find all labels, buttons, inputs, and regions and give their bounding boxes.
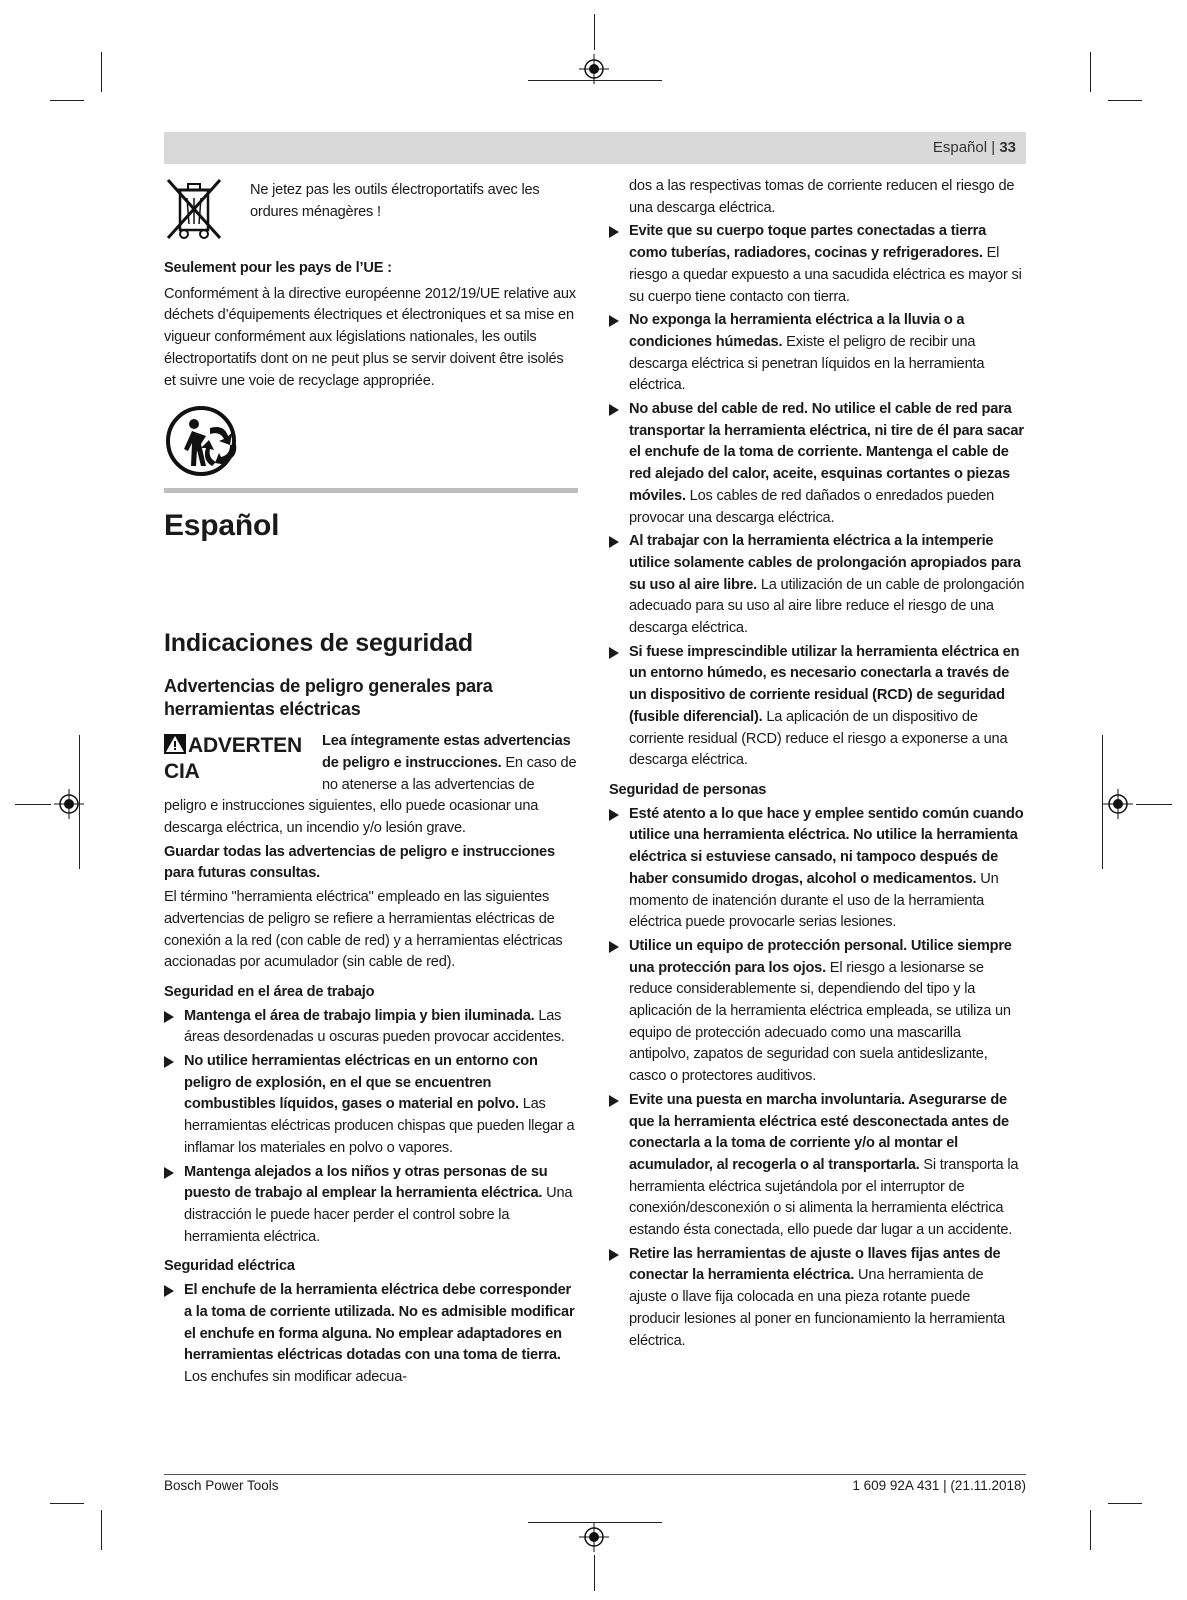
item-bold: Utilice un equipo de protección personal. Utilice siempre una protección para los ojos. — [629, 937, 1012, 976]
item-text: Si transporta la herramienta eléctrica sujetándola por el interruptor de conexión/desconexión o si alimenta la herramienta eléctrica estando ésta conectada, ello puede dar lugar a un accidente. — [629, 1156, 1019, 1239]
crop-mark — [101, 1510, 102, 1550]
registration-mark-icon — [579, 1522, 609, 1552]
header-language: Español — [932, 139, 988, 156]
crop-mark — [1090, 1510, 1091, 1550]
header-separator: | — [987, 139, 1000, 156]
crop-mark — [1108, 1503, 1142, 1504]
section-divider — [164, 488, 578, 493]
list-item — [609, 531, 1025, 640]
list-item — [609, 1090, 1025, 1242]
item-bold: Retire las herramientas de ajuste o llaves fijas antes de conectar la herramienta eléctrica. — [629, 1245, 1001, 1284]
term-text: El término "herramienta eléctrica" empleado en las siguientes advertencias de peligro se refiere a herramientas eléctricas de conexión a la red (con cable de red) y a herramientas eléctricas accionadas por acumulador (sin cable de red). — [164, 889, 563, 971]
crop-mark — [50, 1503, 84, 1504]
item-text: Una herramienta de ajuste o llave fija colocada en una pieza rotante puede producir lesiones al poner en funcionamiento la herramienta eléctrica. — [629, 1267, 1005, 1349]
list-item — [609, 399, 1025, 529]
warning-body: En caso de no atenerse a las advertencias de peligro e instrucciones siguientes, ello puede ocasionar una descarga eléctrica, un incendio y/o lesión grave. — [164, 754, 577, 837]
warning-label — [164, 733, 314, 785]
crossed-out-bin-icon — [164, 176, 224, 242]
warning-bold: Lea íntegramente estas advertencias de peligro e instrucciones. — [322, 733, 571, 771]
crop-mark — [50, 100, 84, 101]
item-bold: Esté atento a lo que hace y emplee sentido común cuando utilice una herramienta eléctrica. No utilice la herramienta eléctrica si estuviese cansado, ni tampoco después de haber consumido drogas, alcohol o medicamentos. — [629, 805, 1024, 887]
bullet-arrow-icon — [164, 1167, 174, 1179]
list-item — [609, 310, 1025, 397]
crop-mark — [1108, 100, 1142, 101]
list-item — [164, 1280, 578, 1389]
bullet-arrow-icon — [609, 226, 619, 238]
crop-mark — [594, 14, 595, 50]
item-bold: No utilice herramientas eléctricas en un entorno con peligro de explosión, en el que se encuentren combustibles líquidos, gases o material en polvo. — [184, 1053, 538, 1113]
warning-triangle-icon — [164, 734, 186, 754]
item-text: Las áreas desordenadas u oscuras pueden provocar accidentes. — [184, 1007, 565, 1046]
crop-mark — [1102, 735, 1103, 869]
crop-mark — [1090, 52, 1091, 92]
eu-heading: Seulement pour les pays de l’UE : — [164, 260, 392, 276]
item-text: Una distracción le puede hacer perder el control sobre la herramienta eléctrica. — [184, 1185, 573, 1245]
item-bold: Mantenga alejados a los niños y otras personas de su puesto de trabajo al emplear la herramienta eléctrica. — [184, 1163, 548, 1202]
bullet-arrow-icon — [609, 404, 619, 416]
item-text: Las herramientas eléctricas producen chispas que pueden llegar a inflamar los materiales en polvo o vapores. — [184, 1096, 575, 1156]
list-item — [609, 642, 1025, 772]
item-text: Existe el peligro de recibir una descarga eléctrica si penetran líquidos en la herramienta eléctrica. — [629, 333, 985, 394]
list-item — [609, 936, 1025, 1088]
language-title: Español — [164, 509, 280, 543]
personal-heading: Seguridad de personas — [609, 781, 767, 798]
item-text: La aplicación de un dispositivo de corriente residual (RCD) reduce el riesgo a exponerse a una descarga eléctrica. — [629, 708, 1008, 769]
item-text: El riesgo a quedar expuesto a una sacudida eléctrica es mayor si su cuerpo tiene contacto con tierra. — [629, 245, 1022, 305]
right-column — [609, 176, 1025, 1352]
crop-mark — [15, 804, 51, 805]
list-item — [609, 221, 1025, 308]
keep-instructions: Guardar todas las advertencias de peligro e instrucciones para futuras consultas. — [164, 843, 555, 882]
triman-logo — [164, 404, 578, 478]
list-item — [164, 1162, 578, 1249]
footer-divider — [164, 1474, 1026, 1475]
subsection-title: Advertencias de peligro generales para herramientas eléctricas — [164, 676, 493, 720]
warning-block — [164, 731, 578, 840]
bullet-arrow-icon — [609, 536, 619, 548]
item-bold: No exponga la herramienta eléctrica a la lluvia o a condiciones húmedas. — [629, 312, 965, 350]
crop-mark — [1136, 804, 1172, 805]
list-item — [609, 1244, 1025, 1353]
item-bold: El enchufe de la herramienta eléctrica debe corresponder a la toma de corriente utilizada. No es admisible modificar el enchufe en forma alguna. No emplear adaptadores en herramientas eléctricas dotadas con una toma de tierra. — [184, 1282, 575, 1364]
list-item — [164, 1051, 578, 1160]
registration-mark-icon — [1103, 789, 1133, 819]
bullet-arrow-icon — [609, 647, 619, 659]
section-title: Indicaciones de seguridad — [164, 629, 473, 658]
footer-doc-number: 1 609 92A 431 | (21.11.2018) — [852, 1478, 1026, 1493]
item-text: El riesgo a lesionarse se reduce considerablemente si, dependiendo del tipo y la aplicación de la herramienta eléctrica empleada, se utiliza un equipo de protección adecuado como una mascarilla antipolvo, zapatos de seguridad con suela antideslizante, casco o protectores auditivos. — [629, 959, 1011, 1085]
item-text: Los cables de red dañados o enredados pueden provocar una descarga eléctrica. — [629, 487, 995, 526]
work-area-heading: Seguridad en el área de trabajo — [164, 983, 375, 1000]
crop-mark — [594, 1555, 595, 1591]
item-bold: Si fuese imprescindible utilizar la herramienta eléctrica en un entorno húmedo, es necesario conectarla a través de un dispositivo de corriente residual (RCD) de seguridad (fusible diferencial). — [629, 643, 1020, 725]
eu-text: Conformément à la directive européenne 2012/19/UE relative aux déchets d’équipements électriques et électroniques et sa mise en vigueur conformément aux législations nationales, les outils électroportatifs dont on ne peut plus se servir doivent être isolés et suivre une voie de recyclage appropriée. — [164, 285, 576, 389]
bullet-arrow-icon — [164, 1011, 174, 1023]
item-bold: Evite que su cuerpo toque partes conectadas a tierra como tuberías, radiadores, cocinas y refrigeradores. — [629, 223, 986, 262]
bullet-arrow-icon — [609, 1095, 619, 1107]
page-number: 33 — [999, 139, 1016, 156]
footer-brand: Bosch Power Tools — [164, 1478, 279, 1493]
crop-mark — [528, 1522, 662, 1523]
item-text: La utilización de un cable de prolongación adecuado para su uso al aire libre reduce el riesgo de una descarga eléctrica. — [629, 576, 1025, 637]
crop-mark — [79, 735, 80, 869]
item-bold: Al trabajar con la herramienta eléctrica a la intemperie utilice solamente cables de prolongación apropiados para su uso al aire libre. — [629, 533, 1021, 593]
bullet-arrow-icon — [609, 809, 619, 821]
left-column — [164, 176, 578, 1389]
item-text: Un momento de inatención durante el uso de la herramienta eléctrica puede provocarle serias lesiones. — [629, 870, 999, 931]
header-text — [933, 139, 1026, 156]
item-bold: No abuse del cable de red. No utilice el cable de red para transportar la herramienta eléctrica, ni tire de él para sacar el enchufe de la toma de corriente. Mantenga el cable de red alejado del calor, aceite, esquinas cortantes o piezas móviles. — [629, 401, 1024, 504]
bullet-arrow-icon — [609, 941, 619, 953]
list-item — [164, 1006, 578, 1049]
disposal-text: Ne jetez pas les outils électroportatifs avec les ordures ménagères ! — [250, 182, 540, 220]
bullet-arrow-icon — [164, 1285, 174, 1297]
item-text: Los enchufes sin modificar adecua- — [184, 1368, 407, 1385]
page-header — [164, 132, 1026, 164]
bullet-arrow-icon — [609, 315, 619, 327]
bullet-arrow-icon — [609, 1249, 619, 1261]
item-bold: Mantenga el área de trabajo limpia y bien iluminada. — [184, 1007, 535, 1024]
bullet-arrow-icon — [164, 1056, 174, 1068]
crop-mark — [101, 52, 102, 92]
disposal-notice — [164, 176, 578, 248]
list-item — [609, 804, 1025, 934]
triman-recycling-icon — [164, 404, 246, 478]
crop-mark — [528, 80, 662, 81]
warning-label-text: ADVERTENCIA — [164, 734, 302, 784]
continuation-text: dos a las respectivas tomas de corriente reducen el riesgo de una descarga eléctrica. — [629, 178, 1015, 216]
electrical-heading: Seguridad eléctrica — [164, 1258, 295, 1275]
item-bold: Evite una puesta en marcha involuntaria. Asegurarse de que la herramienta eléctrica esté desconectada antes de conectarla a la toma de corriente y/o al montar el acumulador, al recogerla o al transportarla. — [629, 1091, 1009, 1173]
